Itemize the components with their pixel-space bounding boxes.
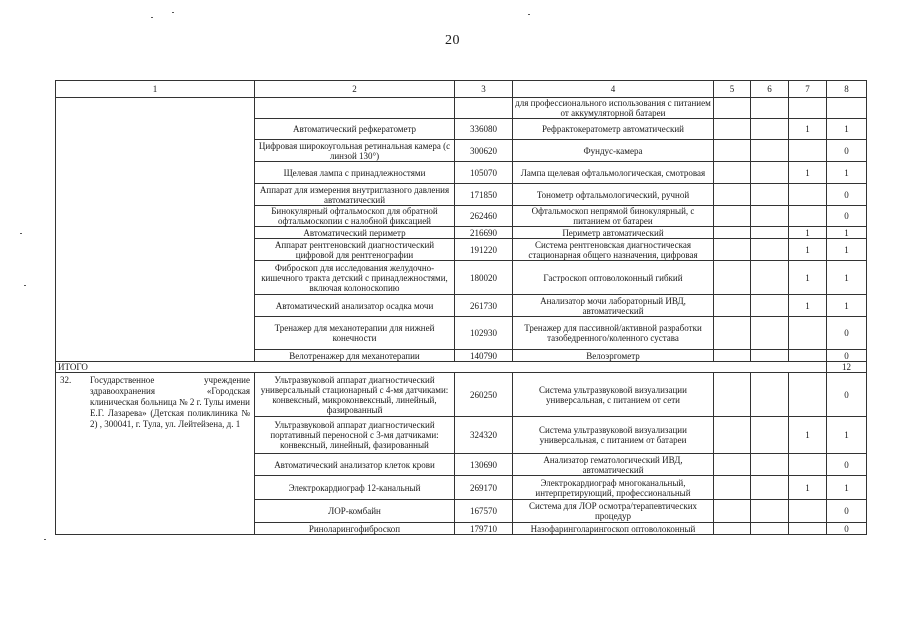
equipment-description: для профессионального использования с питанием от аккумуляторной батареи [513,98,714,119]
quantity-c6 [751,239,789,261]
equipment-code: 102930 [455,317,513,350]
equipment-table [55,80,867,535]
quantity-c6 [751,206,789,227]
equipment-description: Тонометр офтальмологический, ручной [513,184,714,206]
total-label: ИТОГО [56,362,827,373]
quantity-c5 [714,140,751,162]
equipment-name: Ультразвуковой аппарат диагностический универсальный стационарный с 4-мя датчиками: конвексный, микроконвексный, линейный, фазированный [255,373,455,417]
quantity-c7 [789,317,827,350]
equipment-code: 180020 [455,261,513,295]
equipment-code: 140790 [455,350,513,362]
equipment-name: Автоматический рефкератометр [255,119,455,140]
equipment-description: Назофаринголарингоскоп оптоволоконный [513,523,714,535]
quantity-c6 [751,295,789,317]
quantity-c8: 0 [827,454,867,476]
quantity-c6 [751,261,789,295]
equipment-code: 167570 [455,500,513,523]
quantity-c8: 0 [827,500,867,523]
organization-cell [56,373,255,535]
equipment-code: 261730 [455,295,513,317]
equipment-code: 324320 [455,417,513,454]
equipment-code: 300620 [455,140,513,162]
equipment-name: Фиброскоп для исследования желудочно-кишечного тракта детский с принадлежностями, включая колоноскопию [255,261,455,295]
equipment-description: Электрокардиограф многоканальный, интерпретирующий, профессиональный [513,476,714,500]
equipment-code: 260250 [455,373,513,417]
quantity-c5 [714,417,751,454]
quantity-c7 [789,454,827,476]
equipment-name: Тренажер для механотерапии для нижней конечности [255,317,455,350]
quantity-c8: 0 [827,184,867,206]
organization-number: 32. [60,375,72,385]
quantity-c5 [714,206,751,227]
quantity-c6 [751,523,789,535]
quantity-c6 [751,184,789,206]
column-header-1: 1 [56,81,255,98]
scan-speck [528,14,530,15]
equipment-name: Цифровая широкоугольная ретинальная камера (с линзой 130°) [255,140,455,162]
quantity-c6 [751,162,789,184]
quantity-c8: 0 [827,140,867,162]
total-value: 12 [827,362,867,373]
quantity-c6 [751,227,789,239]
total-row [56,362,867,373]
equipment-code: 179710 [455,523,513,535]
equipment-name: Аппарат рентгеновский диагностический цифровой для рентгенографии [255,239,455,261]
quantity-c5 [714,373,751,417]
quantity-c5 [714,98,751,119]
equipment-name: Автоматический периметр [255,227,455,239]
quantity-c8: 1 [827,261,867,295]
quantity-c7: 1 [789,227,827,239]
quantity-c5 [714,295,751,317]
equipment-name [255,98,455,119]
equipment-name: Аппарат для измерения внутриглазного давления автоматический [255,184,455,206]
quantity-c6 [751,417,789,454]
scan-speck [172,12,174,13]
quantity-c8: 1 [827,119,867,140]
quantity-c8: 0 [827,523,867,535]
quantity-c6 [751,350,789,362]
quantity-c7 [789,500,827,523]
quantity-c8: 0 [827,373,867,417]
quantity-c5 [714,523,751,535]
column-header-6: 6 [751,81,789,98]
equipment-name: Автоматический анализатор осадка мочи [255,295,455,317]
quantity-c5 [714,350,751,362]
equipment-description: Велоэргометр [513,350,714,362]
equipment-code: 269170 [455,476,513,500]
scan-speck [24,285,26,286]
quantity-c7: 1 [789,261,827,295]
table-row [56,373,867,417]
equipment-name: Электрокардиограф 12-канальный [255,476,455,500]
quantity-c5 [714,454,751,476]
quantity-c7 [789,373,827,417]
equipment-description: Рефрактокератометр автоматический [513,119,714,140]
quantity-c7 [789,184,827,206]
equipment-description: Система ультразвуковой визуализации универсальная, с питанием от батареи [513,417,714,454]
equipment-code: 130690 [455,454,513,476]
quantity-c8: 0 [827,317,867,350]
column-header-8: 8 [827,81,867,98]
equipment-description: Анализатор мочи лабораторный ИВД, автоматический [513,295,714,317]
quantity-c8: 1 [827,239,867,261]
scan-speck [151,17,153,18]
quantity-c5 [714,184,751,206]
quantity-c8: 1 [827,295,867,317]
equipment-description: Система ультразвуковой визуализации универсальная, с питанием от сети [513,373,714,417]
quantity-c6 [751,119,789,140]
quantity-c6 [751,317,789,350]
quantity-c5 [714,317,751,350]
quantity-c7 [789,523,827,535]
equipment-description: Система рентгеновская диагностическая стационарная общего назначения, цифровая [513,239,714,261]
quantity-c5 [714,162,751,184]
column-header-2: 2 [255,81,455,98]
organization-cell-empty [56,98,255,362]
quantity-c5 [714,119,751,140]
quantity-c7: 1 [789,162,827,184]
equipment-name: Велотренажер для механотерапии [255,350,455,362]
quantity-c7 [789,206,827,227]
quantity-c8 [827,98,867,119]
header-row [56,81,867,98]
quantity-c8: 1 [827,162,867,184]
equipment-code: 336080 [455,119,513,140]
equipment-name: Щелевая лампа с принадлежностями [255,162,455,184]
equipment-code: 105070 [455,162,513,184]
equipment-description: Гастроскоп оптоволоконный гибкий [513,261,714,295]
quantity-c8: 0 [827,206,867,227]
column-header-7: 7 [789,81,827,98]
quantity-c8: 0 [827,350,867,362]
quantity-c7: 1 [789,295,827,317]
equipment-description: Офтальмоскоп непрямой бинокулярный, с питанием от батареи [513,206,714,227]
equipment-code [455,98,513,119]
scan-speck [44,539,46,540]
quantity-c8: 1 [827,227,867,239]
quantity-c5 [714,239,751,261]
quantity-c5 [714,476,751,500]
page-number: 20 [445,33,460,48]
quantity-c5 [714,227,751,239]
quantity-c6 [751,476,789,500]
equipment-name: Ультразвуковой аппарат диагностический портативный переносной с 3-мя датчиками: конвексный, линейный, фазированный [255,417,455,454]
equipment-name: Автоматический анализатор клеток крови [255,454,455,476]
table-row [56,98,867,119]
equipment-description: Система для ЛОР осмотра/терапевтических процедур [513,500,714,523]
quantity-c7 [789,140,827,162]
quantity-c6 [751,373,789,417]
equipment-name: Бинокулярный офтальмоскоп для обратной офтальмоскопии с налобной фиксацией [255,206,455,227]
equipment-description: Фундус-камера [513,140,714,162]
quantity-c6 [751,98,789,119]
scan-speck [20,233,22,234]
quantity-c7: 1 [789,417,827,454]
quantity-c6 [751,140,789,162]
column-header-5: 5 [714,81,751,98]
quantity-c7: 1 [789,476,827,500]
equipment-name: Риноларингофиброскоп [255,523,455,535]
quantity-c8: 1 [827,476,867,500]
organization-name: Государственное учреждение здравоохранения «Городская клиническая больница № 2 г. Тулы имени Е.Г. Лазарева» (Детская поликлиника № 2) , 300041, г. Тула, ул. Лейтейзена, д. 1 [90,375,250,429]
column-header-3: 3 [455,81,513,98]
equipment-description: Тренажер для пассивной/активной разработки тазобедренного/коленного сустава [513,317,714,350]
quantity-c5 [714,261,751,295]
equipment-code: 216690 [455,227,513,239]
quantity-c6 [751,454,789,476]
equipment-code: 262460 [455,206,513,227]
quantity-c5 [714,500,751,523]
quantity-c6 [751,500,789,523]
equipment-description: Лампа щелевая офтальмологическая, смотровая [513,162,714,184]
column-header-4: 4 [513,81,714,98]
equipment-description: Анализатор гематологический ИВД, автоматический [513,454,714,476]
equipment-description: Периметр автоматический [513,227,714,239]
quantity-c7 [789,350,827,362]
equipment-code: 171850 [455,184,513,206]
quantity-c7: 1 [789,119,827,140]
equipment-name: ЛОР-комбайн [255,500,455,523]
quantity-c7 [789,98,827,119]
quantity-c7: 1 [789,239,827,261]
quantity-c8: 1 [827,417,867,454]
equipment-code: 191220 [455,239,513,261]
